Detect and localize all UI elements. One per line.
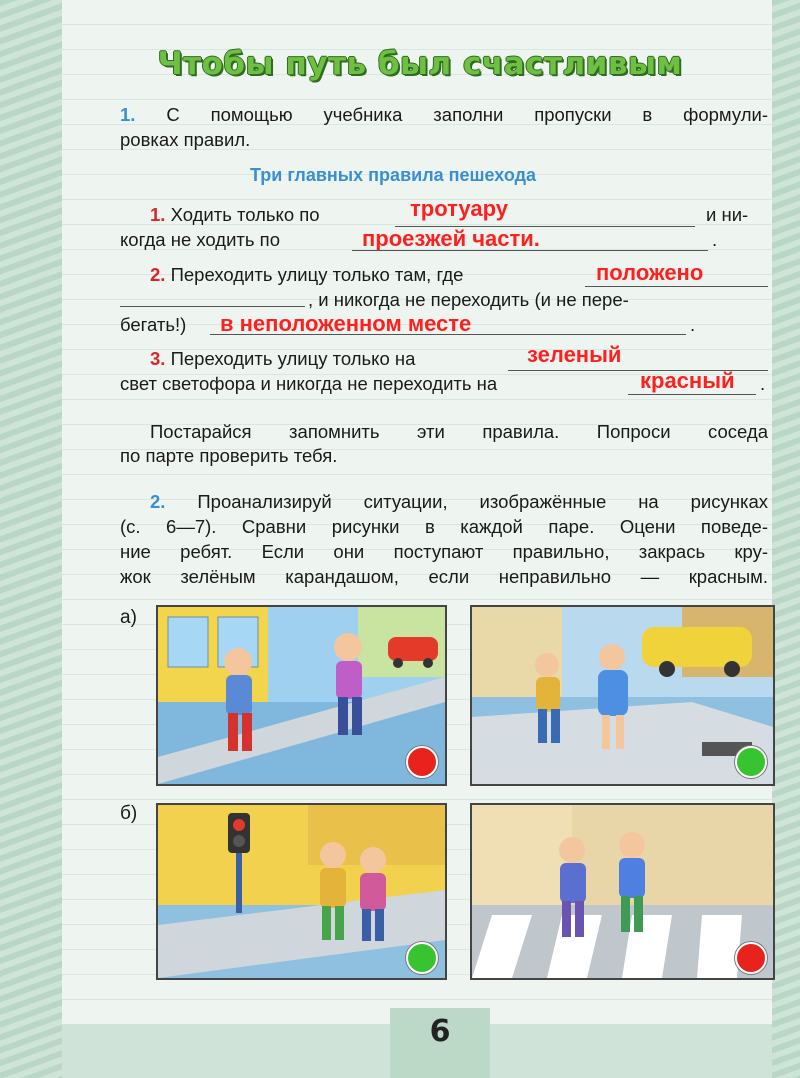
illustration-a-right <box>470 605 775 786</box>
rule3-line1a <box>150 347 415 371</box>
rule2-number: 2. <box>150 264 166 285</box>
rule3-number: 3. <box>150 348 166 369</box>
rule2-text-a: Переходить улицу только там, где <box>170 264 464 285</box>
left-margin-texture <box>0 0 62 1078</box>
rule2-text-b: , и никогда не переходить (и не пере- <box>308 289 629 310</box>
illustration-b-left <box>156 803 447 980</box>
rules-subtitle: Три главных правила пешехода <box>250 165 537 185</box>
rule1-line1a <box>150 203 320 227</box>
illustration-b-right <box>470 803 775 980</box>
rule1-end: . <box>712 229 718 250</box>
rule2-end: . <box>690 314 696 335</box>
task2-number: 2. <box>150 491 166 512</box>
rule2-answer1: положено <box>596 260 704 285</box>
right-margin-texture <box>772 0 800 1078</box>
rule3-blank2[interactable] <box>628 394 756 395</box>
task2-line2: (с. 6—7). Сравни рисунки в каждой паре. Оцени поведе- <box>120 516 768 537</box>
rule3-text-a: Переходить улицу только на <box>170 348 416 369</box>
street-scene-a-left <box>158 607 445 784</box>
remember-line2: по парте проверить тебя. <box>120 445 338 466</box>
task2-line1 <box>150 490 768 514</box>
mark-circle-b-left[interactable] <box>406 942 438 974</box>
rule2-blank1-cont <box>120 306 305 307</box>
rule3-answer2: красный <box>640 368 735 393</box>
rule3-answer1: зеленый <box>527 342 622 367</box>
rule1-number: 1. <box>150 204 166 225</box>
street-scene-b-left <box>158 805 445 978</box>
rule1-text-c: когда не ходить по <box>120 229 280 250</box>
task1-line2: ровках правил. <box>120 129 251 150</box>
rule3-text-b: свет светофора и никогда не переходить на <box>120 373 498 394</box>
row-label-b: б) <box>120 803 138 824</box>
task1-number: 1. <box>120 104 136 125</box>
row-label-a: а) <box>120 607 137 628</box>
street-scene-a-right <box>472 607 773 784</box>
task1-line1 <box>120 103 768 127</box>
rule1-text-b: и ни- <box>706 204 749 225</box>
rule1-answer1: тротуару <box>410 196 508 221</box>
rule2-answer2: в неположенном месте <box>220 311 472 336</box>
task2-text1: Проанализируй ситуации, изображённые на рисунках <box>197 491 769 512</box>
rule2-line1a <box>150 263 463 287</box>
rule2-blank1[interactable] <box>585 286 768 287</box>
page-number-tab <box>390 1008 490 1078</box>
illustration-a-left <box>156 605 447 786</box>
rule1-text-a: Ходить только по <box>170 204 320 225</box>
mark-circle-a-left[interactable] <box>406 746 438 778</box>
rule1-answer2: проезжей части. <box>362 226 540 251</box>
page-title: Чтобы путь был счастливым <box>157 46 683 82</box>
street-scene-b-right <box>472 805 773 978</box>
task2-line4: жок зелёным карандашом, если неправильно — красным. <box>120 566 768 587</box>
remember-line1: Постарайся запомнить эти правила. Попроси соседа <box>150 421 768 442</box>
task2-line3: ние ребят. Если они поступают правильно, закрась кру- <box>120 541 768 562</box>
mark-circle-b-right[interactable] <box>735 942 767 974</box>
mark-circle-a-right[interactable] <box>735 746 767 778</box>
task1-text: С помощью учебника заполни пропуски в формули- <box>166 104 768 125</box>
rule3-end: . <box>760 373 766 394</box>
rule2-text-c: бегать!) <box>120 314 187 335</box>
page-number: 6 <box>429 1014 451 1049</box>
